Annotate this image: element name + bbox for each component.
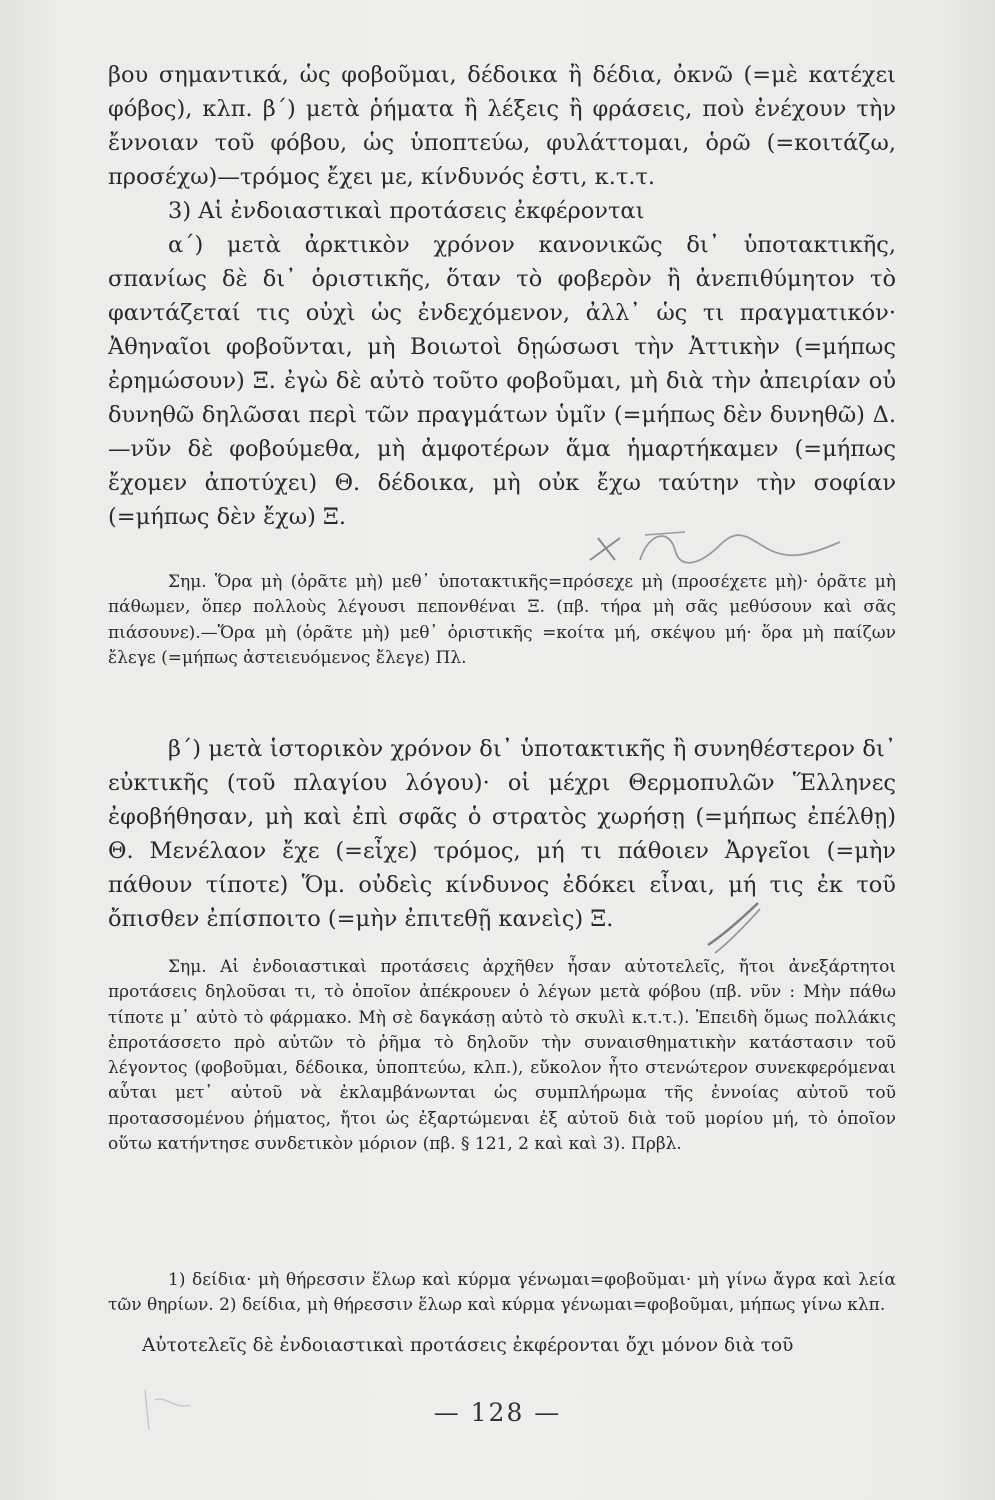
paragraph-3: α΄) μετὰ ἀρκτικὸν χρόνον κανονικῶς δι᾽ ὑποτακτικῆς, σπανίως δὲ δι᾽ ὁριστικῆς, ὅταν τὸ φοβερὸν ἢ ἀνεπιθύμητον τὸ φαντάζεταί τις οὐχὶ ὡς ἐνδεχόμενον, ἀλλ᾽ ὡς τι πραγματικόν· Ἀθηναῖοι φοβοῦνται, μὴ Βοιωτοὶ δῃώσωσι τὴν Ἀττικὴν (=μήπως ἐρημώσουν) Ξ. ἐγὼ δὲ αὐτὸ τοῦτο φοβοῦμαι, μὴ διὰ τὴν ἀπειρίαν οὐ δυνηθῶ δηλῶσαι περὶ τῶν πραγμάτων ὑμῖν (=μήπως δὲν δυνηθῶ) Δ.—νῦν δὲ φοβούμεθα, μὴ ἀμφοτέρων ἅμα ἡμαρτήκαμεν (=μήπως ἔχομεν ἀποτύχει) Θ. δέδοικα, μὴ οὐκ ἔχω ταύτην τὴν σοφίαν (=μήπως δὲν ἔχω) Ξ. [108, 232, 896, 530]
note-3-text: 1) δείδια· μὴ θήρεσσιν ἕλωρ καὶ κύρμα γένωμαι=φοβοῦμαι· μὴ γίνω ἄγρα καὶ λεία τῶν θηρίων. 2) δείδια, μὴ θήρεσσιν ἕλωρ καὶ κύρμα γένωμαι=φοβοῦμαι, μήπως γίνω κλπ. [108, 1270, 896, 1316]
paragraph-5: Αὐτοτελεῖς δὲ ἐνδοιαστικαὶ προτάσεις ἐκφέρονται ὄχι μόνον διὰ τοῦ [142, 1335, 794, 1356]
note-1 [108, 570, 896, 671]
note-2 [108, 955, 896, 1157]
last-line-block [108, 1332, 896, 1360]
main-text-block [108, 58, 896, 534]
note-1-text: Σημ. Ὅρα μὴ (ὁρᾶτε μὴ) μεθ᾽ ὑποτακτικῆς=πρόσεχε μὴ (προσέχετε μὴ)· ὁρᾶτε μὴ πάθωμεν, ὅπερ πολλοὺς λέγουσι πεπονθέναι Ξ. (πβ. τήρα μὴ σᾶς μεθύσουν καὶ σᾶς πιάσουνε).—Ὅρα μὴ (ὁρᾶτε μὴ) μεθ᾽ ὁριστικῆς =κοίτα μή, σκέψου μή· ὅρα μὴ παίζων ἔλεγε (=μήπως ἀστειευόμενος ἔλεγε) Πλ. [108, 572, 896, 668]
faint-pencil-mark [135, 1370, 205, 1440]
paragraph-2: 3) Αἱ ἐνδοιαστικαὶ προτάσεις ἐκφέρονται [168, 198, 645, 224]
pencil-check-mark [700, 895, 770, 965]
pencil-scribble-mark [580, 520, 880, 580]
paragraph-4: β΄) μετὰ ἱστορικὸν χρόνον δι᾽ ὑποτακτικῆς ἢ συνηθέστερον δι᾽ εὐκτικῆς (τοῦ πλαγίου λόγου)· οἱ μέχρι Θερμοπυλῶν Ἕλληνες ἐφοβήθησαν, μὴ καὶ ἐπὶ σφᾶς ὁ στρατὸς χωρήσῃ (=μήπως ἐπέλθῃ) Θ. Μενέλαον ἔχε (=εἶχε) τρόμος, μή τι πάθοιεν Ἀργεῖοι (=μὴν πάθουν τίποτε) Ὅμ. οὐδεὶς κίνδυνος ἐδόκει εἶναι, μή τις ἐκ τοῦ ὄπισθεν ἐπίσποιτο (=μὴν ἐπιτεθῇ κανεὶς) Ξ. [108, 736, 896, 932]
paragraph-1: βου σημαντικά, ὡς φοβοῦμαι, δέδοικα ἢ δέδια, ὀκνῶ (=μὲ κατέχει φόβος), κλπ. β΄) μετὰ ῥήματα ἢ λέξεις ἢ φράσεις, ποὺ ἐνέχουν τὴν ἔννοιαν τοῦ φόβου, ὡς ὑποπτεύω, φυλάττομαι, ὁρῶ (=κοιτάζω, προσέχω)—τρόμος ἔχει με, κίνδυνός ἐστι, κ.τ.τ. [108, 62, 896, 190]
note-2-text: Σημ. Αἱ ἐνδοιαστικαὶ προτάσεις ἀρχῆθεν ἦσαν αὐτοτελεῖς, ἤτοι ἀνεξάρτητοι προτάσεις δηλοῦσαι τι, τὸ ὁποῖον ἀπέκρουεν ὁ λέγων μετὰ φόβου (πβ. νῦν : Μὴν πάθω τίποτε μ᾽ αὐτὸ τὸ φάρμακο. Μὴ σὲ δαγκάσῃ αὐτὸ τὸ σκυλὶ κ.τ.τ.). Ἐπειδὴ ὅμως πολλάκις ἐπροτάσσετο πρὸ αὐτῶν τὸ ῥῆμα τὸ δηλοῦν τὴν συναισθηματικὴν κατάστασιν τοῦ λέγοντος (φοβοῦμαι, δέδοικα, ὑποπτεύω, κλπ.), εὔκολον ἦτο στενώτερον συνεκφερόμεναι αὗται μετ᾽ αὐτοῦ νὰ ἐκλαμβάνωνται ὡς συμπλήρωμα τῆς ἐννοίας αὐτοῦ τοῦ προτασσομένου ῥήματος, ἤτοι ὡς ἐξαρτώμεναι ἐξ αὐτοῦ διὰ τοῦ μορίου μή, τὸ ὁποῖον οὕτω κατήντησε συνδετικὸν μόριον (πβ. § 121, 2 καὶ καὶ 3). Πρβλ. [108, 957, 896, 1155]
page-number: — 128 — [433, 1398, 562, 1427]
examples-block [108, 1268, 896, 1319]
second-text-block [108, 732, 896, 936]
